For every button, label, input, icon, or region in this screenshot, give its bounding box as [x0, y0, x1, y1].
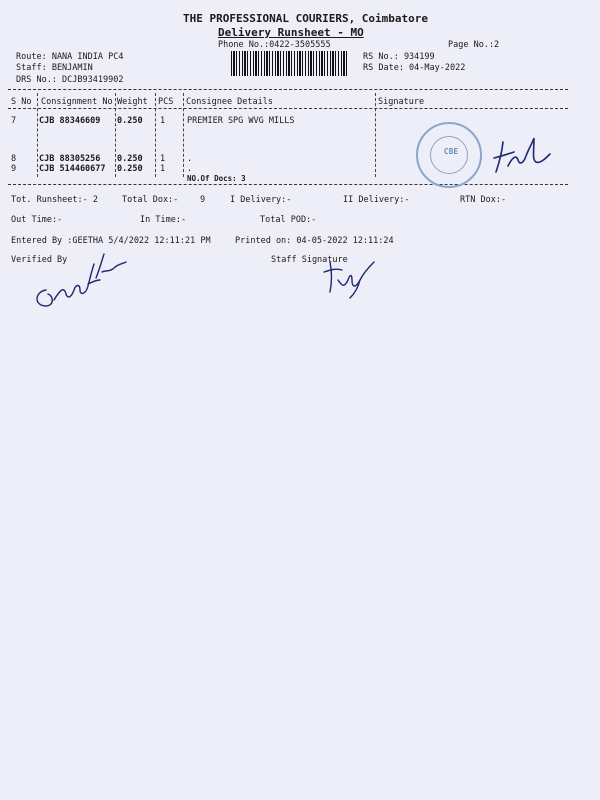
table-row-weight: 0.250 — [117, 154, 143, 164]
col-header-consignment: Consignment No — [41, 97, 113, 107]
stamp-label: CBE — [443, 147, 459, 156]
total-dox-label: Total Dox:- — [122, 195, 179, 205]
drs-number: DRS No.: DCJB93419902 — [16, 75, 124, 85]
staff-name: Staff: BENJAMIN — [16, 63, 93, 73]
ii-delivery: II Delivery:- — [343, 195, 410, 205]
table-row-sno: 7 — [11, 116, 17, 126]
staff-signature — [322, 258, 382, 300]
route: Route: NANA INDIA PC4 — [16, 52, 124, 62]
col-header-pcs: PCS — [158, 97, 174, 107]
rtn-dox: RTN Dox:- — [460, 195, 507, 205]
table-row-consignee: PREMIER SPG WVG MILLS — [187, 116, 295, 126]
table-row-pcs: 1 — [160, 164, 166, 174]
table-row-pcs: 1 — [160, 116, 166, 126]
table-row-consignment: CJB 88346609 — [39, 116, 101, 126]
table-row-weight: 0.250 — [117, 164, 143, 174]
col-sep — [375, 93, 376, 177]
table-row-consignment: CJB 88305256 — [39, 154, 101, 164]
in-time: In Time:- — [140, 215, 187, 225]
page-number: Page No.:2 — [448, 40, 500, 50]
out-time: Out Time:- — [11, 215, 63, 225]
col-header-signature: Signature — [378, 97, 425, 107]
total-dox-value: 9 — [200, 195, 206, 205]
receiver-signature — [488, 132, 558, 184]
verified-by: Verified By — [11, 255, 68, 265]
barcode — [231, 51, 347, 76]
company-name: THE PROFESSIONAL COURIERS, Coimbatore — [183, 12, 429, 25]
printed-on: Printed on: 04-05-2022 12:11:24 — [235, 236, 394, 246]
table-top-rule — [8, 89, 568, 90]
col-header-consignee: Consignee Details — [186, 97, 273, 107]
table-row-consignee: . — [187, 154, 193, 164]
rs-date: RS Date: 04-May-2022 — [363, 63, 466, 73]
entered-by: Entered By :GEETHA 5/4/2022 12:11:21 PM — [11, 236, 211, 246]
total-pod: Total POD:- — [260, 215, 317, 225]
table-row-consignee: . — [187, 164, 193, 174]
col-header-weight: Weight — [117, 97, 148, 107]
cbe-stamp — [416, 122, 482, 188]
staff-signature-label: Staff Signature — [271, 255, 348, 265]
verifier-signature — [30, 250, 140, 310]
no-of-docs: NO.Of Docs: 3 — [187, 174, 246, 183]
table-row-weight: 0.250 — [117, 116, 143, 126]
col-sep — [37, 93, 38, 177]
header-bottom-rule — [8, 108, 568, 109]
i-delivery: I Delivery:- — [230, 195, 292, 205]
col-header-sno: S No — [11, 97, 32, 107]
col-sep — [183, 93, 184, 177]
col-sep — [115, 93, 116, 177]
table-row-consignment: CJB 514460677 — [39, 164, 106, 174]
col-sep — [155, 93, 156, 177]
rs-number: RS No.: 934199 — [363, 52, 435, 62]
phone-number: Phone No.:0422-3505555 — [218, 40, 331, 50]
document-title: Delivery Runsheet - MO — [218, 26, 364, 39]
table-row-sno: 8 — [11, 154, 17, 164]
table-bottom-rule — [8, 184, 568, 185]
total-runsheet: Tot. Runsheet:- 2 — [11, 195, 98, 205]
table-row-pcs: 1 — [160, 154, 166, 164]
table-row-sno: 9 — [11, 164, 17, 174]
